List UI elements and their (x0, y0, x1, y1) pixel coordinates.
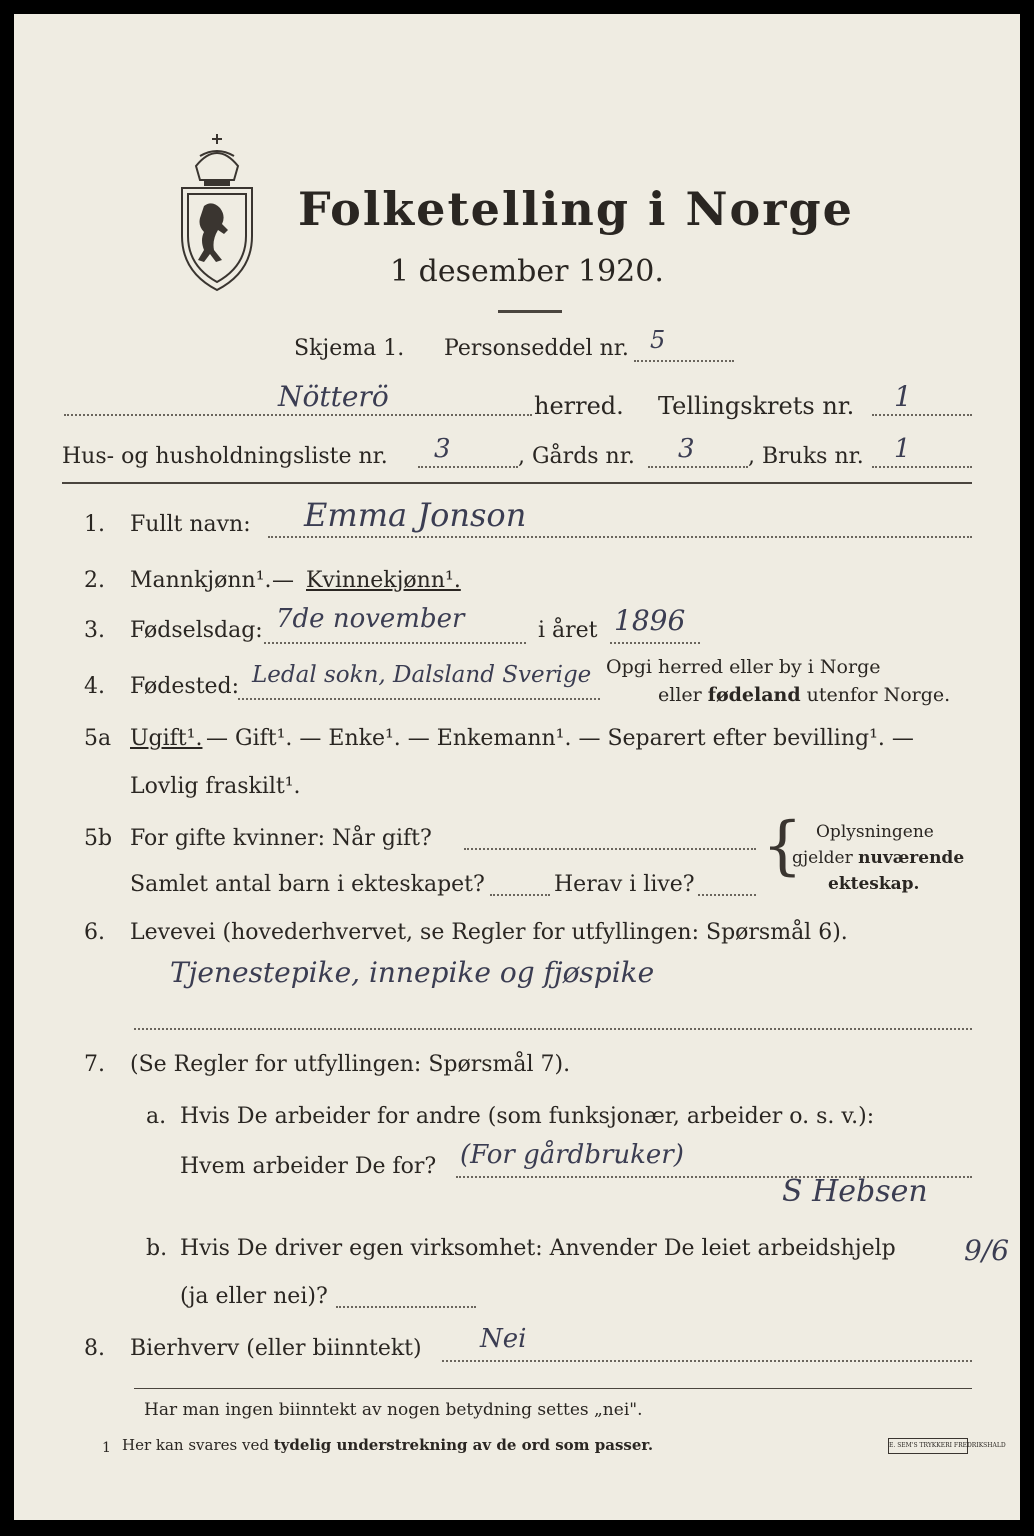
q3-year-line (610, 642, 700, 644)
form-title: Folketelling i Norge (298, 182, 854, 236)
q5b-married-line (464, 848, 756, 850)
q2-female: Kvinnekjønn¹. (306, 568, 461, 593)
skjema-label: Skjema 1. (294, 336, 405, 361)
q5b-brace: { (762, 809, 803, 883)
herred-field-line (64, 414, 532, 416)
q4-label: Fødested: (130, 674, 240, 699)
q1-field-line (268, 536, 972, 538)
bruks-field-line (872, 466, 972, 468)
q7a-line2: Hvem arbeider De for? (180, 1154, 437, 1179)
q7a-line1: Hvis De arbeider for andre (som funksjonær, arbeider o. s. v.): (180, 1104, 875, 1129)
q8-value: Nei (480, 1324, 527, 1354)
bruks-label: , Bruks nr. (748, 444, 864, 469)
gards-field-line (648, 466, 748, 468)
q5a-line2: Lovlig fraskilt¹. (130, 774, 301, 799)
coat-of-arms-icon (174, 126, 260, 296)
printer-stamp: E. SEM'S TRYKKERI FREDRIKSHALD (888, 1438, 968, 1454)
q4-field-line (238, 698, 600, 700)
q7b-line1: Hvis De driver egen virksomhet: Anvender De leiet arbeidshjelp (180, 1236, 896, 1261)
hus-value: 3 (434, 434, 451, 464)
tellingskrets-value: 1 (894, 380, 912, 413)
q3-number: 3. (84, 618, 105, 643)
q5a-number: 5a (84, 726, 112, 751)
q8-number: 8. (84, 1336, 105, 1361)
footer-divider (134, 1388, 972, 1389)
q5b-line1: For gifte kvinner: Når gift? (130, 826, 432, 851)
herred-label: herred. (534, 392, 624, 420)
q5b-alive-label: Herav i live? (554, 872, 695, 897)
hus-field-line (418, 466, 518, 468)
q3-date-line (264, 642, 526, 644)
gards-label: , Gårds nr. (518, 444, 635, 469)
q5b-children-line (490, 894, 550, 896)
q3-label: Fødselsdag: (130, 618, 263, 643)
q5b-note3: ekteskap. (828, 874, 920, 894)
q8-label: Bierhverv (eller biinntekt) (130, 1336, 422, 1361)
q5b-alive-line (698, 894, 756, 896)
q7-signature: S Hebsen (782, 1174, 928, 1209)
q3-year-value: 1896 (614, 604, 686, 637)
q2-number: 2. (84, 568, 105, 593)
footnote-mark: 1 (102, 1440, 111, 1456)
personseddel-label: Personseddel nr. (444, 336, 629, 361)
q6-value: Tjenestepike, innepike og fjøspike (170, 956, 655, 989)
header-divider (62, 482, 972, 484)
census-form-page (14, 14, 1020, 1520)
hus-label: Hus- og husholdningsliste nr. (62, 444, 388, 469)
q6-label: Levevei (hovederhvervet, se Regler for utfyllingen: Spørsmål 6). (130, 920, 848, 945)
q7a-letter: a. (146, 1104, 167, 1129)
q7b-letter: b. (146, 1236, 168, 1261)
title-divider (498, 310, 562, 313)
q5a-options: — Gift¹. — Enke¹. — Enkemann¹. — Separert efter bevilling¹. — (206, 726, 914, 751)
margin-note: 9/6 (964, 1234, 1010, 1267)
q4-value: Ledal sokn, Dalsland Sverige (252, 662, 592, 688)
q4-note-line1: Opgi herred eller by i Norge (606, 656, 881, 678)
q3-value: 7de november (276, 604, 465, 634)
q1-value: Emma Jonson (304, 496, 527, 534)
herred-value: Nötterö (278, 380, 389, 413)
q5b-children-label: Samlet antal barn i ekteskapet? (130, 872, 485, 897)
q2-dash: — (272, 568, 294, 593)
gards-value: 3 (678, 434, 695, 464)
q1-label: Fullt navn: (130, 512, 251, 537)
q5b-number: 5b (84, 826, 113, 851)
personseddel-field-line (634, 360, 734, 362)
q8-field-line (442, 1360, 972, 1362)
q5b-note1: Oplysningene (816, 822, 934, 842)
q5b-note2: gjelder nuværende (792, 848, 965, 868)
tellingskrets-field-line (872, 414, 972, 416)
q2-male: Mannkjønn¹. (130, 568, 272, 593)
q7-number: 7. (84, 1052, 105, 1077)
q6-number: 6. (84, 920, 105, 945)
q5a-ugift: Ugift¹. (130, 726, 203, 751)
q7b-line2: (ja eller nei)? (180, 1284, 328, 1309)
q7b-field-line (336, 1306, 476, 1308)
q7a-value: (For gårdbruker) (460, 1140, 684, 1170)
q1-number: 1. (84, 512, 105, 537)
bruks-value: 1 (894, 434, 911, 464)
q4-note-line2: eller fødeland utenfor Norge. (658, 684, 951, 706)
q6-extra-line (134, 1028, 972, 1030)
q3-year-label: i året (538, 618, 598, 643)
q7-label: (Se Regler for utfyllingen: Spørsmål 7). (130, 1052, 571, 1077)
q4-number: 4. (84, 674, 105, 699)
tellingskrets-label: Tellingskrets nr. (658, 392, 855, 420)
footer-note: Har man ingen biinntekt av nogen betydning settes „nei". (144, 1400, 643, 1420)
footnote: Her kan svares ved tydelig understrekning av de ord som passer. (122, 1436, 654, 1454)
census-date: 1 desember 1920. (390, 254, 664, 289)
personseddel-value: 5 (650, 326, 666, 354)
